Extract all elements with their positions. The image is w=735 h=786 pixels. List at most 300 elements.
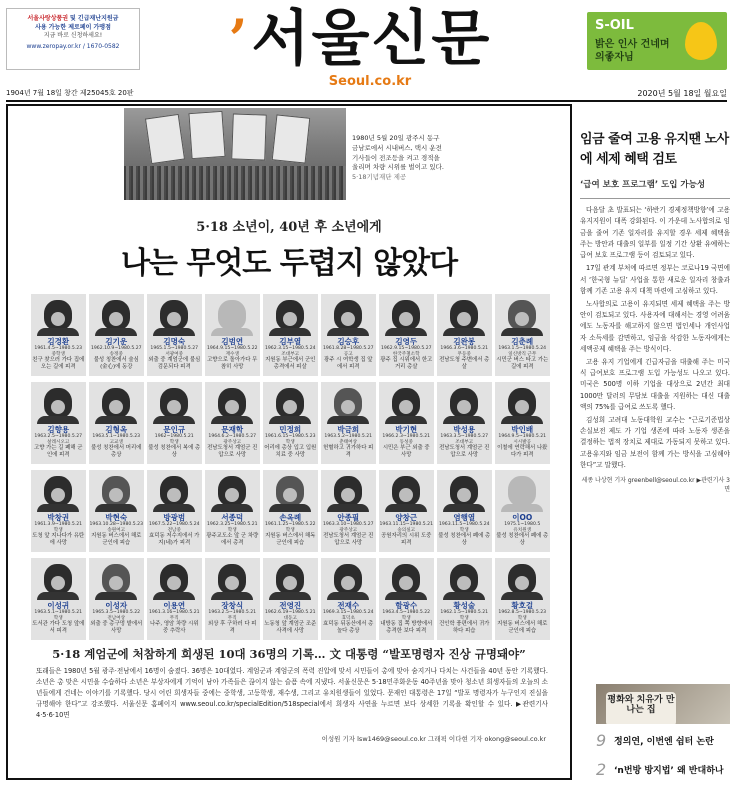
- right-subhead: ‘급여 보호 프로그램’ 도입 가능성: [580, 180, 706, 191]
- victim-dates: [89, 610, 144, 621]
- victim-card[interactable]: [437, 294, 492, 376]
- victim-name: 양창근: [395, 513, 418, 522]
- victim-lifespan: 1969.3.15~1980.5.24: [322, 610, 374, 615]
- victim-dates: [89, 434, 144, 445]
- victim-school: 중학생: [51, 351, 65, 357]
- victim-card[interactable]: [495, 558, 550, 640]
- victim-card[interactable]: [147, 294, 202, 376]
- victim-description: 헌혈하고 귀가하다 피격: [323, 445, 374, 459]
- victim-lifespan: 1963.5.1~1980.5.23: [92, 434, 141, 439]
- victim-description: 불성 칭찬에서 폐에 총상: [438, 533, 491, 547]
- subhead[interactable]: 5·18 계엄군에 처참하게 희생된 10대 36명의 기록… 文 대통령 “발포명령자 진상 규명돼야”: [52, 647, 526, 661]
- photo-caption-text: 1980년 5월 20일 광주시 동구 금남로에서 시내버스, 택시 운전기사들이 전조등을 켜고 경적을 울리며 차량 시위를 벌이고 있다.: [352, 134, 444, 172]
- main-byline: 이성원 기자 lsw1469@seoul.co.kr 그래픽 이다현 기자 okong@seoul.co.kr: [321, 735, 546, 743]
- victim-card[interactable]: [31, 558, 86, 640]
- portrait-shoulders: [501, 328, 543, 336]
- ad-soil-brand: S-OIL: [595, 18, 634, 33]
- bus-shape: [188, 111, 225, 159]
- victim-school: 공고: [343, 351, 353, 357]
- victim-description: 어리에 총상 입고 입원 치료 중 사망: [264, 445, 317, 459]
- portrait-icon: [450, 300, 478, 330]
- victim-dates: [495, 434, 550, 445]
- portrait-icon: [160, 564, 188, 594]
- victim-lifespan: 1961.3.16~1980.5.21: [148, 610, 200, 615]
- victim-lifespan: 1963.4.5~1980.5.22: [382, 610, 431, 615]
- portrait-icon: [334, 564, 362, 594]
- victim-school: 광주상고: [223, 439, 242, 445]
- victim-dates: [437, 610, 492, 621]
- victim-lifespan: 1962.9.15~1980.5.27: [380, 346, 432, 351]
- victim-card[interactable]: [437, 382, 492, 464]
- portrait-shoulders: [443, 416, 485, 424]
- victim-lifespan: 1964.9.5~1980.5.21: [498, 434, 547, 439]
- victim-dates: [263, 434, 318, 445]
- victim-description: 전남도청서 계엄군 진압으로 사망: [323, 533, 374, 547]
- portrait-shoulders: [153, 328, 195, 336]
- victim-school: 송정중: [109, 351, 123, 357]
- victim-card[interactable]: [205, 470, 260, 552]
- victim-card[interactable]: [89, 470, 144, 552]
- victim-description: 지원동 버스에서 해로 군인에 피습: [497, 621, 548, 635]
- victim-name: 박창권: [47, 513, 70, 522]
- ad-line2: 사용 가능한 제로페이 가맹점: [35, 23, 111, 31]
- portrait-icon: [450, 564, 478, 594]
- victim-card[interactable]: [495, 382, 550, 464]
- victim-school: 학생: [285, 527, 295, 533]
- right-paragraph: 다음달 초 발표되는 ‘하반기 경제정책방향’에 고용 유지지원이 대폭 강화된다. 이 가운데 노사합의로 임금을 줄여 기존 일자리를 유지할 경우 세제 혜택을 주는 방안과 대출의 일부를 일정 기간 상환 유예하는 급여 보호 프로그램 등이 검토되고 있다.: [580, 206, 730, 260]
- victim-card[interactable]: [31, 382, 86, 464]
- portrait-shoulders: [443, 328, 485, 336]
- victim-card[interactable]: [321, 470, 376, 552]
- victim-school: 학생: [285, 439, 295, 445]
- portrait-shoulders: [269, 504, 311, 512]
- right-paragraph: 노사합의로 고용이 유지되면 세제 혜택을 주는 방안이 검토되고 있다. 사용자에 대해서는 경영 어려움에도 노동자를 해고하지 않으면 법인세나 개인사업자 소득세를 감면하고, 임금을 삭감한 노동자에게는 세액공제 혜택을 주는 방식이다.: [580, 299, 730, 353]
- victim-school: 서광여중: [165, 351, 184, 357]
- victim-description: 고향으로 돌아가다 무참히 사망: [207, 357, 258, 371]
- portrait-shoulders: [269, 328, 311, 336]
- index-title: 정의연, 이번엔 쉼터 논란: [614, 737, 714, 747]
- victim-school: 학생: [53, 527, 63, 533]
- ad-line1b: 및 긴급재난지원금: [70, 15, 119, 22]
- victim-description: 불성 칭찬에서 폐에 총상: [496, 533, 549, 547]
- victim-school: 효덕초: [341, 615, 355, 621]
- portrait-icon: [392, 388, 420, 418]
- portrait-icon: [334, 300, 362, 330]
- victim-lifespan: 1964.9.15~1980.5.22: [206, 346, 258, 351]
- victim-name: 이OO: [512, 513, 533, 522]
- portrait-icon: [508, 476, 536, 506]
- victim-school: 학생: [227, 527, 237, 533]
- victim-dates: [263, 522, 318, 533]
- victim-name: 안종필: [337, 513, 360, 522]
- victim-card[interactable]: [379, 558, 434, 640]
- victim-lifespan: 1962.1.5~1980.5.21: [440, 610, 489, 615]
- victim-lifespan: 1965.3.5~1980.5.22: [92, 610, 141, 615]
- victim-card[interactable]: [205, 382, 260, 464]
- right-body: [580, 205, 730, 471]
- victim-description: 전남도청서 계엄군 진압으로 사망: [439, 445, 490, 459]
- victim-lifespan: 1963.5.1~1980.5.21: [34, 610, 83, 615]
- victim-dates: [495, 522, 550, 533]
- soil-mascot-icon: [685, 22, 717, 60]
- portrait-shoulders: [385, 416, 427, 424]
- victim-dates: [147, 610, 202, 621]
- victim-lifespan: 1962.10.9~1980.5.27: [90, 346, 142, 351]
- victim-lifespan: 1966.3.6~1980.5.21: [440, 346, 489, 351]
- index-item[interactable]: [596, 760, 724, 779]
- victim-lifespan: 1965.1.5~1980.5.27: [150, 346, 199, 351]
- victim-card[interactable]: [495, 294, 550, 376]
- victim-card[interactable]: [263, 382, 318, 464]
- portrait-icon: [276, 564, 304, 594]
- victim-card[interactable]: [89, 558, 144, 640]
- victim-card[interactable]: [437, 558, 492, 640]
- portrait-shoulders: [153, 416, 195, 424]
- victim-lifespan: 1963.2.5~1980.5.27: [34, 434, 83, 439]
- masthead-title: 서울신문: [251, 4, 492, 74]
- issue-info: 1904년 7월 18일 창간 제25045호 20판: [6, 89, 134, 97]
- victim-name: 손옥례: [279, 513, 302, 522]
- victim-school: 일신방직 근무: [508, 351, 537, 357]
- ad-url: www.zeropay.or.kr / 1670-0582: [26, 43, 120, 51]
- victim-description: 광주 시 여학생 집 앞에서 피격: [323, 357, 373, 371]
- victim-description: 전남도청 주변에서 총살: [439, 357, 490, 371]
- victim-school: 시시발공: [513, 439, 532, 445]
- victim-dates: [147, 522, 202, 533]
- portrait-icon: [508, 388, 536, 418]
- ad-soil-slogan-2: 의좋자님: [595, 51, 634, 63]
- victim-school: 유치원생: [513, 527, 532, 533]
- victim-name: 염행열: [453, 513, 476, 522]
- victim-school: 조대부고: [281, 351, 300, 357]
- portrait-shoulders: [501, 504, 543, 512]
- right-headline[interactable]: 임금 줄여 고용 유지땐 노사에 세제 혜택 검토: [580, 132, 729, 168]
- portrait-icon: [334, 388, 362, 418]
- portrait-icon: [218, 300, 246, 330]
- victim-card[interactable]: [263, 294, 318, 376]
- victim-school: 학생: [459, 615, 469, 621]
- victim-name: 김부열: [279, 337, 302, 346]
- victim-school: 무직: [169, 615, 179, 621]
- victim-dates: [437, 522, 492, 533]
- victim-name: 서종덕: [221, 513, 244, 522]
- victim-card[interactable]: [321, 382, 376, 464]
- portrait-icon: [450, 476, 478, 506]
- index-page-number: 9: [596, 731, 607, 750]
- victim-dates: [205, 346, 260, 357]
- victim-dates: [147, 434, 202, 445]
- portrait-icon: [392, 564, 420, 594]
- victim-card[interactable]: [147, 382, 202, 464]
- portrait-icon: [102, 564, 130, 594]
- victim-school: 학생: [401, 615, 411, 621]
- victim-name: 이성자: [105, 601, 128, 610]
- victim-school: 무직: [227, 615, 237, 621]
- masthead-logo[interactable]: [210, 0, 510, 78]
- victim-dates: [495, 346, 550, 357]
- victim-name: 박성용: [453, 425, 476, 434]
- victim-name: 김완봉: [453, 337, 476, 346]
- portrait-shoulders: [269, 592, 311, 600]
- victim-description: 시민은 부근 외출 중 사망: [382, 445, 430, 459]
- victim-dates: [379, 346, 434, 357]
- portrait-shoulders: [153, 504, 195, 512]
- victim-card[interactable]: [263, 558, 318, 640]
- victim-description: 불성 칭찬에서 술심(金心)에 동강: [93, 357, 139, 371]
- victim-dates: [205, 610, 260, 621]
- victim-description: 광주교도소 앞 군 차량에서 총격: [206, 533, 259, 547]
- victim-description: 시민군 버스 타고 가는 길에 피격: [496, 357, 549, 371]
- right-byline: 세종 나상현 기자 greenbell@seoul.co.kr ▶관련기사 3면: [581, 476, 730, 493]
- portrait-icon: [160, 388, 188, 418]
- portrait-icon: [218, 388, 246, 418]
- victim-school: 학생: [459, 527, 469, 533]
- victim-description: 불성 칭찬에서 머리에 총상: [91, 445, 142, 459]
- victim-card[interactable]: [379, 470, 434, 552]
- victim-card[interactable]: [89, 294, 144, 376]
- victim-name: 함광수: [395, 601, 418, 610]
- portrait-icon: [160, 476, 188, 506]
- victim-description: 광주 집 시위에서 한고 거리 총살: [380, 357, 433, 371]
- victim-lifespan: 1962.6.19~1980.5.21: [264, 610, 316, 615]
- victim-card[interactable]: [321, 294, 376, 376]
- victim-school: 재수생: [225, 351, 239, 357]
- kicker: 5·18 소년이, 40년 후 소년에게: [196, 220, 382, 235]
- portrait-shoulders: [211, 328, 253, 336]
- portrait-icon: [450, 388, 478, 418]
- portrait-icon: [334, 476, 362, 506]
- victim-school: 동성중: [399, 439, 413, 445]
- victim-dates: [89, 346, 144, 357]
- victim-card[interactable]: [31, 470, 86, 552]
- victim-school: 학생: [53, 615, 63, 621]
- victim-lifespan: 1961.8.28~1980.5.27: [322, 346, 374, 351]
- dateline: [6, 88, 727, 102]
- victim-description: 공원자리의 시위 도중 피격: [381, 533, 432, 547]
- portrait-icon: [102, 476, 130, 506]
- victim-school: 학생: [517, 615, 527, 621]
- victim-lifespan: 1961.1.25~1980.5.22: [264, 522, 316, 527]
- bus-shape: [272, 114, 311, 163]
- victim-dates: [321, 434, 376, 445]
- portrait-shoulders: [327, 504, 369, 512]
- victim-name: 박기현: [395, 425, 418, 434]
- victim-card[interactable]: [147, 470, 202, 552]
- victim-portrait-grid: [31, 294, 551, 640]
- portrait-icon: [44, 388, 72, 418]
- victim-lifespan: 1963.11.5~1980.5.24: [438, 522, 490, 527]
- right-paragraph: 고용 유지 기업에게 긴급자금을 대출해 주는 미국식 급여보호 프로그램 도입 가능성도 나오고 있다. 미국은 500명 이하 기업을 대상으로 2년간 최대 1000만 달러의 무담보 대출을 지원하는 대신 대출액의 75%를 급여로 쓰도록 했다.: [580, 357, 730, 411]
- victim-dates: [321, 346, 376, 357]
- portrait-shoulders: [269, 416, 311, 424]
- portrait-icon: [218, 564, 246, 594]
- victim-lifespan: 1975.1~1980.5: [504, 522, 541, 527]
- victim-dates: [31, 522, 86, 533]
- victim-dates: [31, 346, 86, 357]
- victim-lifespan: 1961.6.15~1980.5.23: [264, 434, 316, 439]
- right-column-article: [580, 104, 730, 678]
- victim-description: 외출 중 계엄군에 불심검문되다 피격: [148, 357, 201, 371]
- portrait-shoulders: [37, 592, 79, 600]
- ad-line3: 지금 바로 신청하세요!: [43, 32, 103, 40]
- portrait-shoulders: [95, 328, 137, 336]
- victim-lifespan: 1961.3.9~1980.5.21: [34, 522, 83, 527]
- portrait-icon: [218, 476, 246, 506]
- victim-lifespan: 1966.2.3~1980.5.21: [382, 434, 431, 439]
- headline[interactable]: 나는 무엇도 두렵지 않았다: [120, 246, 458, 281]
- victim-description: 친구 찾으러 가다 집에 오는 길에 피격: [32, 357, 85, 371]
- victim-description: 건인학 풍편에서 귀가하다 피습: [439, 621, 490, 635]
- victim-name: 박인배: [511, 425, 534, 434]
- victim-dates: [205, 434, 260, 445]
- victim-description: 지원동 버스에서 해독 군인에 피습: [265, 533, 316, 547]
- victim-lifespan: 1963.1.5~1980.5.24: [498, 346, 547, 351]
- portrait-shoulders: [211, 504, 253, 512]
- portrait-shoulders: [385, 328, 427, 336]
- victim-lifespan: 1962.3.25~1980.5.21: [206, 522, 258, 527]
- victim-school: 광주상고: [339, 527, 358, 533]
- victim-name: 전재수: [337, 601, 360, 610]
- victim-dates: [321, 610, 376, 621]
- victim-lifespan: 1963.3.5~1980.5.27: [440, 434, 489, 439]
- victim-name: 김영두: [395, 337, 418, 346]
- photo-caption: [352, 134, 444, 183]
- victim-name: 전영진: [279, 601, 302, 610]
- portrait-icon: [508, 300, 536, 330]
- portrait-icon: [508, 564, 536, 594]
- portrait-icon: [392, 300, 420, 330]
- right-paragraph: 17일 관계 부처에 따르면 정부는 코로나19 국면에서 ‘한국형 뉴딜’ 사업을 통한 새로운 일자리 창출과 함께 기존 고용 유지 대책 마련에 고심하고 있다.: [580, 264, 731, 295]
- victim-description: 지원동 부근에서 군인 총격에서 피살: [265, 357, 316, 371]
- victim-lifespan: 1962.3.15~1980.5.24: [264, 346, 316, 351]
- victim-name: 황호걸: [511, 601, 534, 610]
- victim-description: 나주, 영암 차량 시위 중 추락사: [149, 621, 199, 635]
- victim-dates: [205, 522, 260, 533]
- victim-name: 김경환: [47, 337, 70, 346]
- index-title: ‘n번방 방지법’ 왜 반대하나: [614, 766, 724, 776]
- victim-name: 김명숙: [163, 337, 186, 346]
- portrait-icon: [44, 564, 72, 594]
- victim-card[interactable]: [31, 294, 86, 376]
- victim-name: 방광범: [163, 513, 186, 522]
- victim-card[interactable]: [89, 382, 144, 464]
- portrait-shoulders: [95, 504, 137, 512]
- victim-name: 민정희: [279, 425, 302, 434]
- victim-school: 학생: [169, 439, 179, 445]
- victim-card[interactable]: [147, 558, 202, 640]
- crowd-shape: [124, 166, 346, 200]
- victim-card[interactable]: [205, 558, 260, 640]
- index-page-number: 2: [596, 760, 607, 779]
- index-item[interactable]: [596, 731, 714, 750]
- portrait-icon: [102, 388, 130, 418]
- portrait-shoulders: [327, 416, 369, 424]
- victim-card[interactable]: [321, 558, 376, 640]
- victim-description: 전남도청서 계엄군 진압으로 사망: [207, 445, 258, 459]
- victim-school: 춘태여상: [339, 439, 358, 445]
- victim-name: 김범연: [221, 337, 244, 346]
- victim-dates: [263, 610, 318, 621]
- victim-school: 전남중: [167, 527, 181, 533]
- victim-school: 무등중: [457, 351, 471, 357]
- portrait-icon: [44, 300, 72, 330]
- victim-lifespan: 1962~1980.5.21: [154, 434, 194, 439]
- portrait-shoulders: [501, 592, 543, 600]
- victim-description: 지원동 버스에서 해로 군인에 피습: [91, 533, 142, 547]
- portrait-icon: [392, 476, 420, 506]
- main-story: [6, 104, 572, 780]
- victim-lifespan: 1963.3.10~1980.5.27: [322, 522, 374, 527]
- victim-name: 박현숙: [105, 513, 128, 522]
- victim-card[interactable]: [379, 294, 434, 376]
- victim-name: 문인규: [163, 425, 186, 434]
- portrait-shoulders: [95, 592, 137, 600]
- victim-school: 고교생: [109, 439, 123, 445]
- portrait-icon: [276, 300, 304, 330]
- bus-protest-photo[interactable]: [124, 108, 346, 200]
- victim-dates: [437, 346, 492, 357]
- victim-school: 전남여상: [107, 615, 126, 621]
- victim-dates: [263, 346, 318, 357]
- ad-zeropay[interactable]: [6, 8, 140, 70]
- portrait-shoulders: [37, 416, 79, 424]
- victim-card[interactable]: [379, 382, 434, 464]
- masthead-url[interactable]: Seoul.co.kr: [328, 74, 412, 89]
- portrait-icon: [276, 388, 304, 418]
- victim-lifespan: 1961.4.5~1980.5.23: [34, 346, 83, 351]
- portrait-shoulders: [95, 416, 137, 424]
- victim-description: 외상 후 구하러 다 피격: [207, 621, 257, 635]
- victim-name: 김승후: [337, 337, 360, 346]
- victim-school: 살레시오고: [47, 439, 70, 445]
- victim-card[interactable]: [263, 470, 318, 552]
- portrait-shoulders: [443, 592, 485, 600]
- portrait-shoulders: [327, 328, 369, 336]
- divider: [580, 198, 730, 199]
- ad-soil[interactable]: [587, 12, 727, 70]
- victim-lifespan: 1963.10.28~1980.5.23: [89, 522, 144, 527]
- portrait-shoulders: [501, 416, 543, 424]
- victim-description: 내방동 집 쪽 방향에서 총격한 보다 피격: [380, 621, 433, 635]
- ad-line1a: 서울사랑상품권: [27, 15, 69, 22]
- victim-name: 황성술: [453, 601, 476, 610]
- issue-date: 2020년 5월 18일 월요일: [637, 89, 727, 98]
- victim-description: 고향 가는 길 폐해 군인에 피격: [33, 445, 83, 459]
- portrait-shoulders: [37, 328, 79, 336]
- portrait-icon: [160, 300, 188, 330]
- portrait-shoulders: [211, 592, 253, 600]
- victim-name: 김기운: [105, 337, 128, 346]
- promo-photo[interactable]: [596, 684, 730, 724]
- victim-description: 효덕동 저수지에서 가지(네)가 피격: [149, 533, 200, 547]
- victim-name: 장창식: [221, 601, 244, 610]
- victim-description: 불성 칭찬에서 복에 총상: [148, 445, 201, 459]
- victim-card[interactable]: [495, 470, 550, 552]
- victim-name: 문재학: [221, 425, 244, 434]
- victim-school: 한국주철소학: [392, 351, 420, 357]
- bus-shape: [145, 114, 185, 164]
- portrait-shoulders: [37, 504, 79, 512]
- victim-lifespan: 1963.5.2~1980.5.21: [324, 434, 373, 439]
- victim-card[interactable]: [437, 470, 492, 552]
- victim-dates: [379, 522, 434, 533]
- victim-name: 이용연: [163, 601, 186, 610]
- victim-dates: [321, 522, 376, 533]
- victim-card[interactable]: [205, 294, 260, 376]
- portrait-shoulders: [385, 504, 427, 512]
- victim-name: 김향용: [47, 425, 70, 434]
- victim-dates: [31, 610, 86, 621]
